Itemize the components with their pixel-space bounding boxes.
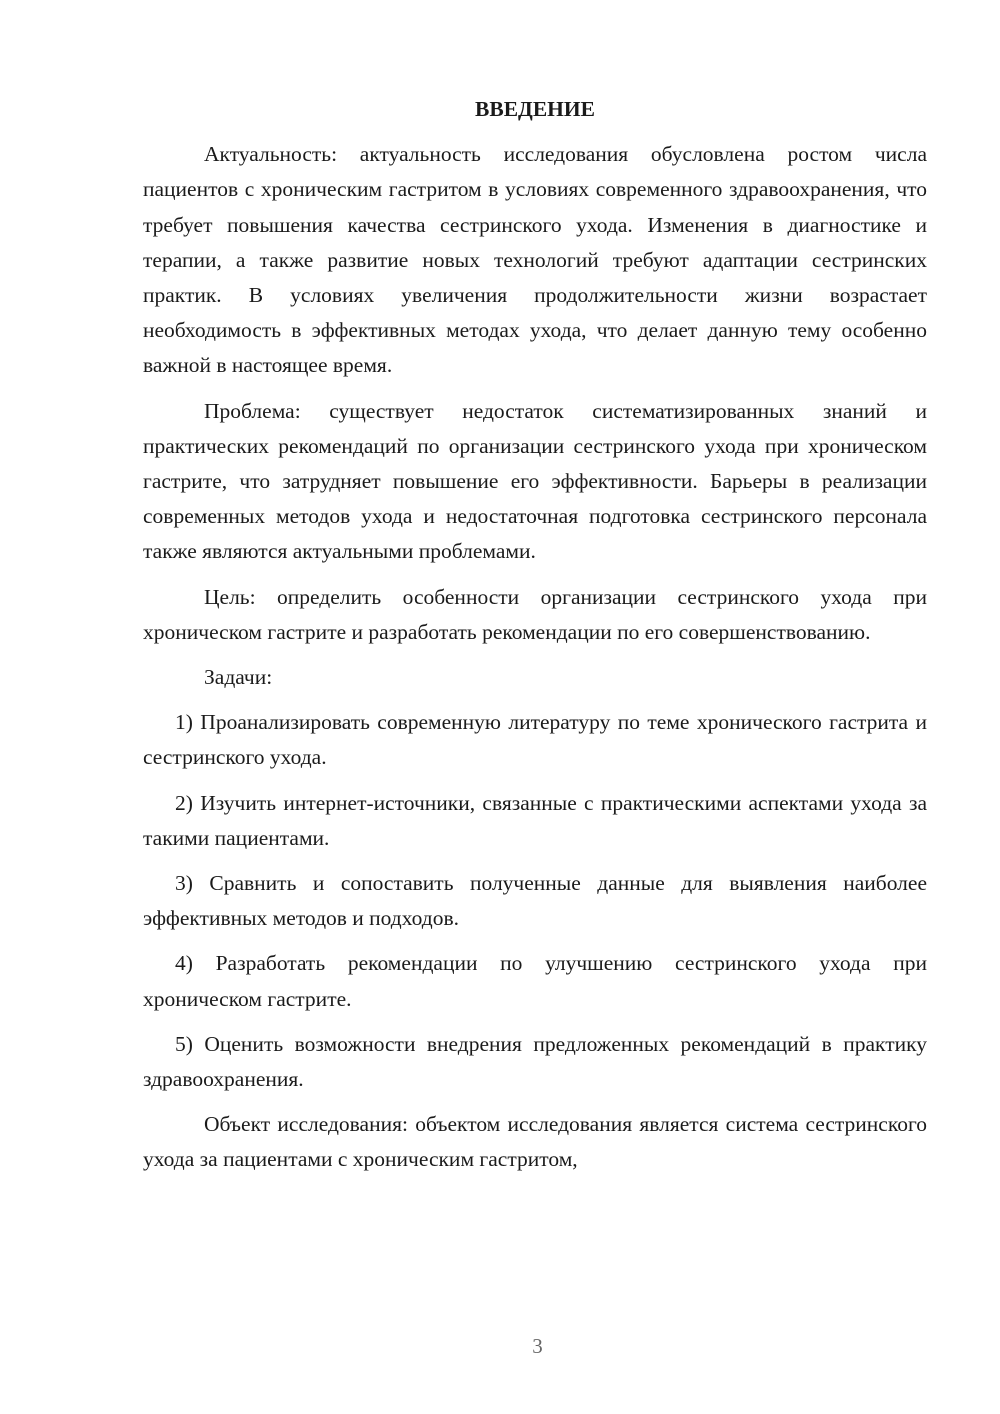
task-item-5: 5) Оценить возможности внедрения предложенных рекомендаций в практику здравоохранения. xyxy=(143,1031,927,1092)
task-item-4: 4) Разработать рекомендации по улучшению сестринского ухода при хроническом гастрите. xyxy=(143,951,927,1011)
relevance-paragraph: Актуальность: актуальность исследования обусловлена ростом числа пациентов с хроническим гастритом в условиях современного здравоохранения, что требует повышения качества сестринского ухода. Изменения в диагностике и терапии, а также развитие новых технологий требуют адаптации сестринских практик. В условиях увеличения продолжительности жизни возрастает необходимость в эффективных методах ухода, что делает данную тему особенно важной в настоящее время. xyxy=(143,142,927,378)
task-item-3: 3) Сравнить и сопоставить полученные данные для выявления наиболее эффективных методов и подходов. xyxy=(143,871,927,931)
task-item-1: 1) Проанализировать современную литературу по теме хронического гастрита и сестринского ухода. xyxy=(143,710,927,770)
task-item-2: 2) Изучить интернет-источники, связанные с практическими аспектами ухода за такими пациентами. xyxy=(143,790,927,850)
goal-paragraph: Цель: определить особенности организации сестринского ухода при хроническом гастрите и разработать рекомендации по его совершенствованию. xyxy=(143,584,927,644)
page-title: ВВЕДЕНИЕ xyxy=(475,97,595,121)
object-paragraph: Объект исследования: объектом исследования является система сестринского ухода за пациентами с хроническим гастритом, xyxy=(143,1112,927,1172)
problem-paragraph: Проблема: существует недостаток систематизированных знаний и практических рекомендаций по организации сестринского ухода при хроническом гастрите, что затрудняет повышение его эффективности. Барьеры в реализации современных методов ухода и недостаточная подготовка сестринского персонала также являются актуальными проблемами. xyxy=(143,398,927,564)
tasks-heading: Задачи: xyxy=(204,665,273,690)
page-content xyxy=(143,92,927,1188)
page-number: 3 xyxy=(532,1334,543,1358)
